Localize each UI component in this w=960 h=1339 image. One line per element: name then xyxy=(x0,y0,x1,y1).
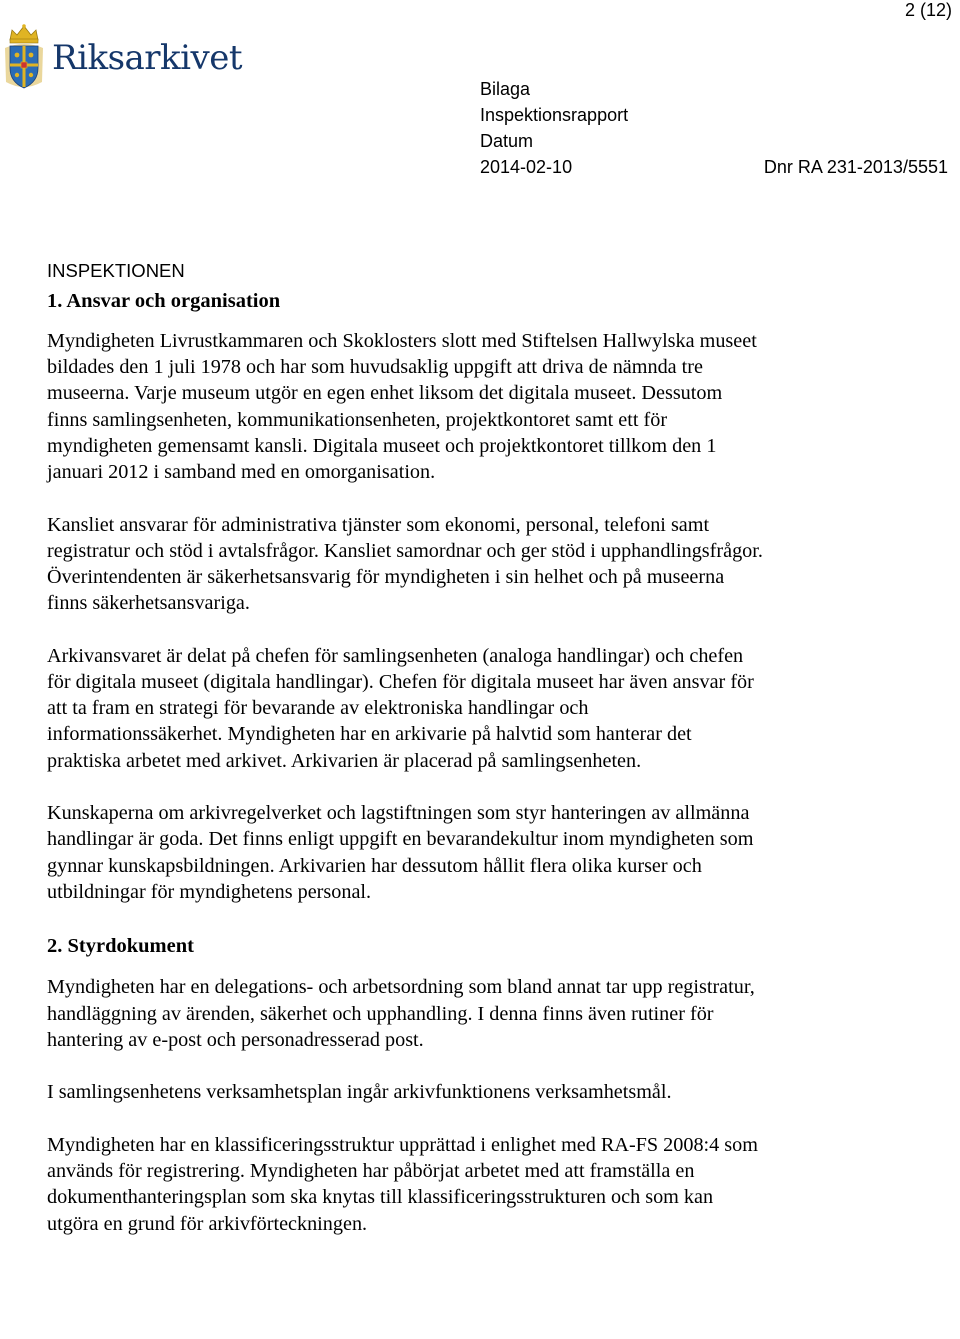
meta-date-label: Datum xyxy=(480,131,534,151)
paragraph-7: Myndigheten har en klassificeringsstruktur upprättad i enlighet med RA-FS 2008:4 som används för registrering. Myndigheten har påbörjat arbetet med att framställa en dokumenthanteringsplan som ska knytas till klassificeringsstrukturen och som kan utgöra en grund för arkivförteckningen. xyxy=(47,1134,758,1235)
document-body xyxy=(47,258,767,1263)
paragraph-1: Myndigheten Livrustkammaren och Skoklosters slott med Stiftelsen Hallwylska museet bildades den 1 juli 1978 och har som huvudsaklig uppgift att driva de nämnda tre museerna. Varje museum utgör en egen enhet liksom det digitala museet. Dessutom finns samlingsenheten, kommunikationsenheten, projektkontoret samt ett för myndigheten gemensamt kansli. Digitala museet och projektkontoret tillkom den 1 januari 2012 i samband med en omorganisation. xyxy=(47,330,757,484)
heading-styrdokument: 2. Styrdokument xyxy=(47,935,194,958)
logo-wordmark: Riksarkivet xyxy=(52,38,243,78)
coat-of-arms-icon xyxy=(2,22,46,94)
document-meta xyxy=(480,76,948,180)
paragraph-6: I samlingsenhetens verksamhetsplan ingår arkivfunktionens verksamhetsmål. xyxy=(47,1081,672,1104)
section-label: INSPEKTIONEN xyxy=(47,260,185,281)
paragraph-3: Arkivansvaret är delat på chefen för samlingsenheten (analoga handlingar) och chefen för digitala museet (digitala handlingar). Chefen för digitala museet har även ansvar för att ta fram en strategi för bevarande av elektroniska handlingar och informationssäkerhet. Myndigheten har en arkivarie på halvtid som hanterar det praktiska arbetet med arkivet. Arkivarien är placerad på samlingsenheten. xyxy=(47,644,754,772)
page-number: 2 (12) xyxy=(904,0,952,20)
meta-date: 2014-02-10 xyxy=(480,157,573,177)
meta-dnr: Dnr RA 231-2013/5551 xyxy=(763,157,948,177)
meta-label-bilaga: Bilaga xyxy=(480,79,531,99)
riksarkivet-logo xyxy=(2,22,242,94)
meta-label-report-type: Inspektionsrapport xyxy=(480,105,629,125)
paragraph-5: Myndigheten har en delegations- och arbetsordning som bland annat tar upp registratur, handläggning av ärenden, säkerhet och upphandling. I denna finns även rutiner för hantering av e-post och personadresserad post. xyxy=(47,976,755,1051)
paragraph-2: Kansliet ansvarar för administrativa tjänster som ekonomi, personal, telefoni samt registratur och stöd i avtalsfrågor. Kansliet samordnar och ger stöd i upphandlingsfrågor. Överintendenten är säkerhetsansvarig för myndigheten i sin helhet och på museerna finns säkerhetsansvariga. xyxy=(47,513,763,615)
heading-ansvar: 1. Ansvar och organisation xyxy=(47,290,281,312)
paragraph-4: Kunskaperna om arkivregelverket och lagstiftningen som styr hanteringen av allmänna handlingar är goda. Det finns enligt uppgift en bevarandekultur inom myndigheten som gynnar kunskapsbildningen. Arkivarien har dessutom hållit flera olika kurser och utbildningar för myndighetens personal. xyxy=(47,802,754,903)
meta-date-row xyxy=(480,154,948,180)
